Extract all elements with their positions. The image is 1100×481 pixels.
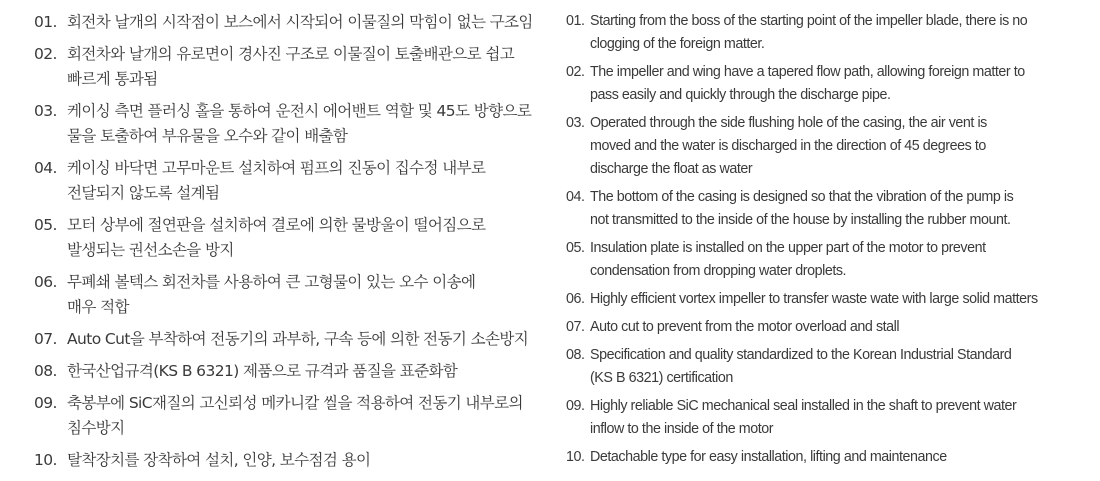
item-text-line: Detachable type for easy installation, lifting and maintenance <box>590 449 947 465</box>
english-feature-item <box>566 61 1096 107</box>
english-feature-item <box>566 186 1096 232</box>
item-text <box>67 270 544 320</box>
item-text-line: discharge the float as water <box>590 161 753 177</box>
item-text <box>590 61 1096 107</box>
korean-feature-item <box>34 448 544 473</box>
item-text-line: 침수방지 <box>67 419 125 437</box>
english-feature-item <box>566 112 1096 181</box>
item-number: 09. <box>34 394 57 412</box>
item-text-line: Insulation plate is installed on the upper part of the motor to prevent <box>590 240 986 256</box>
item-text <box>590 112 1096 181</box>
item-text <box>67 448 544 473</box>
item-number: 06. <box>34 273 57 291</box>
item-text-line: Highly efficient vortex impeller to transfer waste wate with large solid matters <box>590 291 1038 307</box>
item-number: 06. <box>566 291 585 307</box>
item-text <box>590 186 1096 232</box>
item-text-line: The impeller and wing have a tapered flow path, allowing foreign matter to <box>590 64 1025 80</box>
item-text-line: Auto Cut을 부착하여 전동기의 과부하, 구속 등에 의한 전동기 소손방지 <box>67 330 529 348</box>
english-feature-item <box>566 344 1096 390</box>
item-text <box>67 42 544 92</box>
item-number: 08. <box>34 362 57 380</box>
item-number: 01. <box>566 13 585 29</box>
item-text <box>67 213 544 263</box>
korean-feature-item <box>34 270 544 320</box>
item-text-line: Highly reliable SiC mechanical seal installed in the shaft to prevent water <box>590 398 1017 414</box>
item-text <box>67 391 544 441</box>
item-number: 04. <box>34 159 57 177</box>
item-text <box>67 156 544 206</box>
korean-feature-item <box>34 99 544 149</box>
korean-feature-item <box>34 213 544 263</box>
korean-feature-item <box>34 42 544 92</box>
item-text-line: Auto cut to prevent from the motor overload and stall <box>590 319 900 335</box>
item-number: 02. <box>34 45 57 63</box>
item-text-line: condensation from dropping water droplets. <box>590 263 847 279</box>
item-text-line: 케이싱 측면 플러싱 홀을 통하여 운전시 에어밴트 역할 및 45도 방향으로 <box>67 102 532 120</box>
item-number: 02. <box>566 64 585 80</box>
item-number: 05. <box>34 216 57 234</box>
item-number: 10. <box>34 451 57 469</box>
item-text-line: 탈착장치를 장착하여 설치, 인양, 보수점검 용이 <box>67 451 371 469</box>
item-text-line: The bottom of the casing is designed so that the vibration of the pump is <box>590 189 1014 205</box>
item-text <box>590 344 1096 390</box>
item-number: 05. <box>566 240 585 256</box>
item-text-line: not transmitted to the inside of the house by installing the rubber mount. <box>590 212 1011 228</box>
item-text-line: 전달되지 않도록 설계됨 <box>67 184 220 202</box>
item-number: 01. <box>34 13 57 31</box>
item-text-line: 무폐쇄 볼텍스 회전차를 사용하여 큰 고형물이 있는 오수 이송에 <box>67 273 476 291</box>
item-text-line: 발생되는 권선소손을 방지 <box>67 241 234 259</box>
korean-feature-list <box>34 10 544 480</box>
item-number: 10. <box>566 449 585 465</box>
item-text-line: 매우 적합 <box>67 298 129 316</box>
item-text-line: Operated through the side flushing hole of the casing, the air vent is <box>590 115 987 131</box>
english-feature-item <box>566 288 1096 311</box>
item-text-line: (KS B 6321) certification <box>590 370 733 386</box>
korean-feature-item <box>34 391 544 441</box>
item-text <box>590 316 1096 339</box>
korean-feature-item <box>34 327 544 352</box>
item-text-line: pass easily and quickly through the discharge pipe. <box>590 87 891 103</box>
item-text-line: 한국산업규격(KS B 6321) 제품으로 규격과 품질을 표준화함 <box>67 362 458 380</box>
item-text-line: Specification and quality standardized to the Korean Industrial Standard <box>590 347 1012 363</box>
item-text-line: inflow to the inside of the motor <box>590 421 774 437</box>
item-text <box>590 237 1096 283</box>
english-feature-item <box>566 395 1096 441</box>
item-text-line: 축봉부에 SiC재질의 고신뢰성 메카니칼 씰을 적용하여 전동기 내부로의 <box>67 394 523 412</box>
english-feature-list <box>566 10 1096 474</box>
item-text-line: 케이싱 바닥면 고무마운트 설치하여 펌프의 진동이 집수정 내부로 <box>67 159 486 177</box>
english-feature-item <box>566 10 1096 56</box>
item-text <box>590 395 1096 441</box>
item-text-line: Starting from the boss of the starting point of the impeller blade, there is no <box>590 13 1028 29</box>
item-text <box>590 10 1096 56</box>
korean-feature-item <box>34 359 544 384</box>
english-feature-item <box>566 316 1096 339</box>
item-number: 03. <box>34 102 57 120</box>
item-number: 09. <box>566 398 585 414</box>
item-number: 07. <box>566 319 585 335</box>
item-text <box>590 288 1096 311</box>
korean-feature-item <box>34 156 544 206</box>
item-text-line: clogging of the foreign matter. <box>590 36 765 52</box>
korean-feature-item <box>34 10 544 35</box>
item-text-line: 물을 토출하여 부유물을 오수와 같이 배출함 <box>67 127 348 145</box>
item-number: 03. <box>566 115 585 131</box>
item-number: 04. <box>566 189 585 205</box>
item-number: 08. <box>566 347 585 363</box>
item-text <box>67 99 544 149</box>
item-text <box>590 446 1096 469</box>
item-text-line: 회전차와 날개의 유로면이 경사진 구조로 이물질이 토출배관으로 쉽고 <box>67 45 515 63</box>
item-text <box>67 359 544 384</box>
english-feature-item <box>566 237 1096 283</box>
item-number: 07. <box>34 330 57 348</box>
item-text-line: 회전차 날개의 시작점이 보스에서 시작되어 이물질의 막힘이 없는 구조임 <box>67 13 533 31</box>
item-text <box>67 327 544 352</box>
item-text <box>67 10 544 35</box>
item-text-line: 모터 상부에 절연판을 설치하여 결로에 의한 물방울이 떨어짐으로 <box>67 216 486 234</box>
item-text-line: 빠르게 통과됨 <box>67 70 158 88</box>
english-feature-item <box>566 446 1096 469</box>
item-text-line: moved and the water is discharged in the direction of 45 degrees to <box>590 138 986 154</box>
